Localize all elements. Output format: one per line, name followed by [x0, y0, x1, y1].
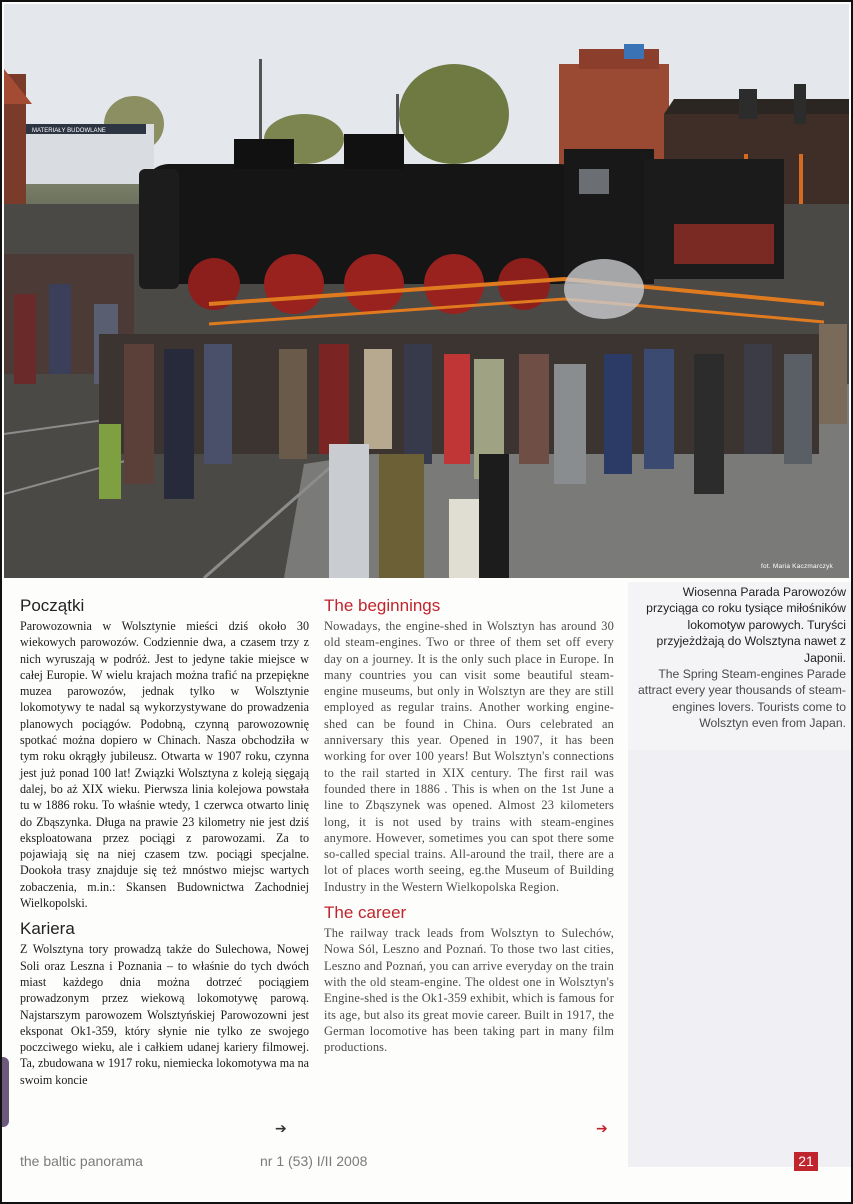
caption-polish: Wiosenna Parada Parowozów przyciąga co roku tysiące miłośników lokomotyw parowych. Turyści przyjeżdżają do Wolsztyna nawet z Japonii.	[646, 585, 846, 665]
polish-text-beginnings: Parowozownia w Wolsztynie mieści dziś około 30 wiekowych parowozów. Codziennie dwa, a czasem trzy z nich wyruszają w podróż. Jest to jedyne takie miejsce w całej Europie. W wielu krajach można trafić na przepiękne muzea parowozów, jednak tylko w Wolsztynie lokomotywy te nadal są wykorzystywane do prowadzenia planowych pociągów. Podobną, czynną parowozownię spotkać można dopiero w Chinach. Nasza obchodziła w tym roku okrągły jubileusz. Otwarta w 1907 roku, czynna jest już ponad 100 lat! Związki Wolsztyna z koleją sięgają dalej, bo aż XIX wieku. Pierwsza linia kolejowa powstała tu w 1886 roku. To właśnie wtedy, 1 czerwca otwarto linię do Zbąszynka. Długa na prawie 23 kilometry nie jest dziś eksploatowana przez pociągi z parowozami. Za to pojawiają się na niej czasem tzw. pociągi specjalne. Dookoła trasy znajduje się też mnóstwo miejsc wartych zobaczenia, m.in.: Skansen Budownictwa Zachodniej Wielkopolski.	[20, 619, 309, 911]
page-edge-tab	[2, 1057, 9, 1127]
continue-arrow-icon: ➔	[275, 1121, 287, 1137]
steam-locomotive-photo-illustration	[4, 4, 849, 578]
locomotive-photo	[4, 4, 849, 578]
photo-caption-column	[628, 582, 852, 1167]
photo-credit: fot. Maria Kaczmarczyk	[761, 563, 833, 570]
caption-shade-panel	[628, 750, 852, 1167]
page-number-badge: 21	[794, 1152, 818, 1171]
building-sign: MATERIAŁY BUDOWLANE	[32, 128, 106, 134]
issue-info: nr 1 (53) I/II 2008	[260, 1153, 368, 1169]
english-heading-career: The career	[324, 903, 407, 923]
english-text-beginnings: Nowadays, the engine-shed in Wolsztyn has around 30 old steam-engines. Two or three of them set off every day on a journey. It is the only such place in Europe. In many countries you can visit some beautiful steam-engine museums, but only in Wolsztyn are they are still employed as regular trains. Another working engine-shed can be found in China. Ours celebrated an anniversary this year. Opened in 1907, it has been working for over 100 years! But Wolsztyn's connections to the rail started in XIX century. The first rail was founded there in 1886 . This is when on the 1st June a line to Zbąszynek was opened. Almost 23 kilometers long, it is not used by trains with steam-engines anymore. However, sometimes you can spot there some so-called special trains. All-around the trail, there are a lot of places worth seeing, eg.the Museum of Building Industry in the Western Wielkopolska Region.	[324, 619, 614, 894]
polish-heading-beginnings: Początki	[20, 596, 85, 615]
polish-text-career: Z Wolsztyna tory prowadzą także do Sulechowa, Nowej Soli oraz Leszna i Poznania – to właśnie do tych dwóch miast każdego dnia można dotrzeć pociągiem prowadzonym przez wiekową lokomotywę parową. Najstarszym parowozem Wolsztyńskiej Parowozowni jest eksponat Ok1-359, który słynie nie tylko ze swojego poczciwego wieku, ale i całkiem udanej kariery filmowej. Ta, zbudowana w 1917 roku, niemiecka lokomotywa ma na swoim koncie	[20, 942, 309, 1087]
magazine-name: the baltic panorama	[20, 1153, 143, 1169]
english-text-career: The railway track leads from Wolsztyn to Sulechów, Nowa Sól, Leszno and Poznań. To those two last cities, Leszno and Poznań, you can arrive everyday on the train with the old steam-engine. The oldest one in Wolsztyn's Engine-shed is the Ok1-359 exhibit, which is famous for its age, but also its great movie career. Built in 1917, the German locomotive has been taking part in many film productions.	[324, 926, 614, 1055]
caption-english: The Spring Steam-engines Parade attract every year thousands of steam-engines lovers. Tourists come to Wolsztyn even from Japan.	[638, 667, 846, 731]
english-column	[324, 590, 614, 1055]
continue-arrow-red-icon: ➔	[596, 1121, 608, 1137]
english-heading-beginnings: The beginnings	[324, 596, 441, 615]
polish-heading-career: Kariera	[20, 919, 75, 939]
polish-column	[20, 590, 309, 1088]
